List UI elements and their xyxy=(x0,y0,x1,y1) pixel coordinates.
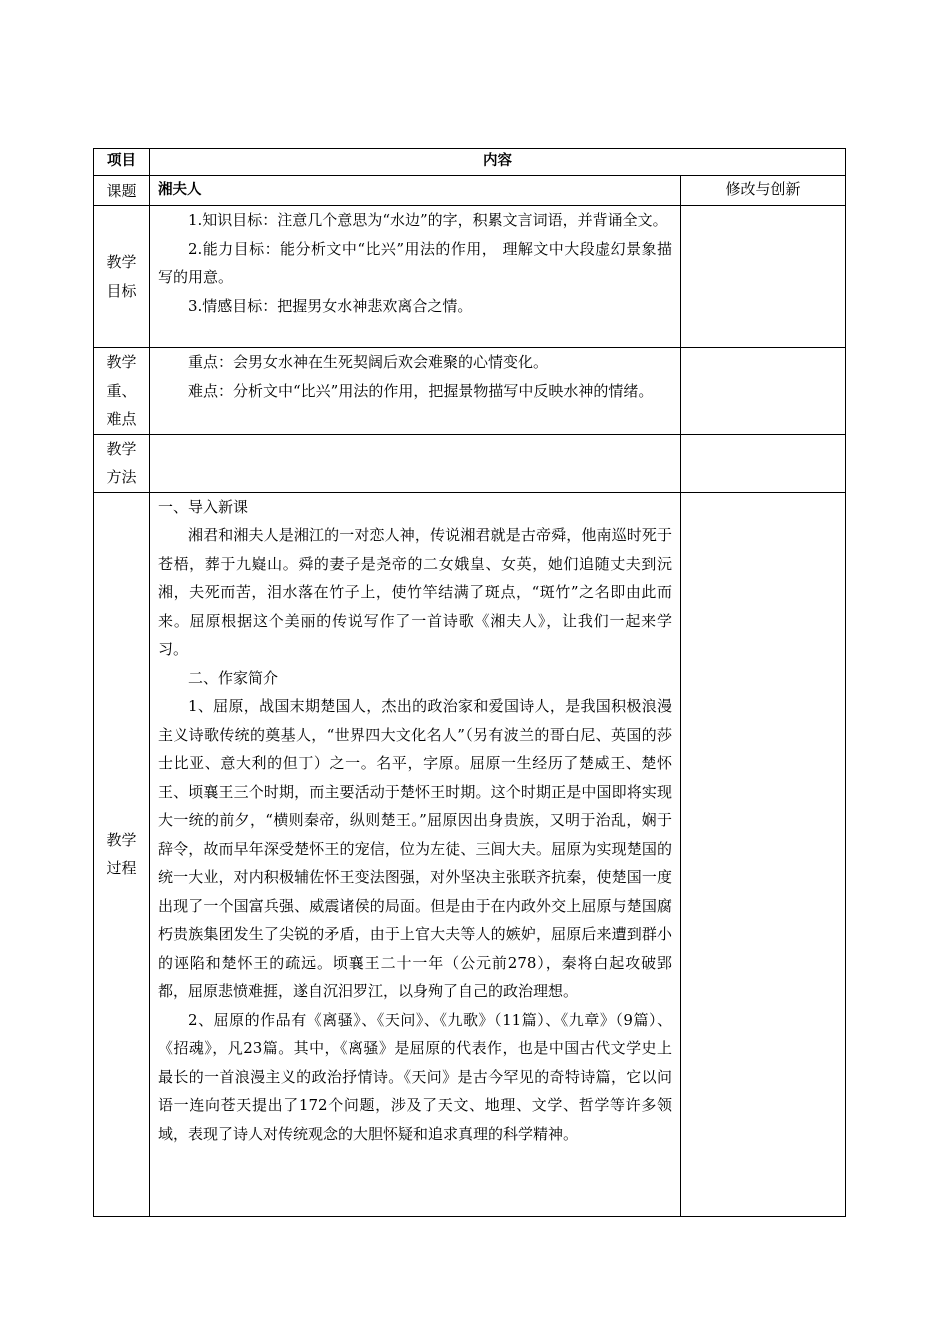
objectives-content xyxy=(150,206,681,348)
process-paragraph: 1、屈原，战国末期楚国人，杰出的政治家和爱国诗人，是我国积极浪漫主义诗歌传统的奠基人，“世界四大文化名人”（另有波兰的哥白尼、英国的莎士比亚、意大利的但丁）之一。名平，字原。屈原一生经历了楚威王、楚怀王、顷襄王三个时期，而主要活动于楚怀王时期。这个时期正是中国即将实现大一统的前夕，“横则秦帝，纵则楚王。”屈原因出身贵族，又明于治乱，娴于辞令，故而早年深受楚怀王的宠信，位为左徒、三闾大夫。屈原为实现楚国的统一大业，对内积极辅佐怀王变法图强，对外坚决主张联齐抗秦，使楚国一度出现了一个国富兵强、威震诸侯的局面。但是由于在内政外交上屈原与楚国腐朽贵族集团发生了尖锐的矛盾，由于上官大夫等人的嫉妒，屈原后来遭到群小的诬陷和楚怀王的疏远。顷襄王二十一年（公元前278），秦将白起攻破郢都，屈原悲愤难捱，遂自沉汨罗江，以身殉了自己的政治理想。 xyxy=(158,697,672,1000)
methods-row xyxy=(94,434,846,492)
objectives-label: 教学目标 xyxy=(106,253,137,300)
process-revision-cell xyxy=(681,492,846,1216)
process-paragraph: 湘君和湘夫人是湘江的一对恋人神，传说湘君就是古帝舜，他南巡时死于苍梧，葬于九嶷山。舜的妻子是尧帝的二女娥皇、女英，她们追随丈夫到沅湘，夫死而苦，泪水落在竹子上，使竹竿结满了斑点，“斑竹”之名即由此而来。屈原根据这个美丽的传说写作了一首诗歌《湘夫人》，让我们一起来学习。 xyxy=(158,526,672,658)
objectives-revision-cell xyxy=(681,206,846,348)
lesson-plan-table xyxy=(93,148,846,1217)
process-label: 教学过程 xyxy=(106,830,137,877)
process-row xyxy=(94,492,846,1216)
objectives-row xyxy=(94,206,846,348)
keypoints-revision-cell xyxy=(681,348,846,435)
keypoints-row xyxy=(94,348,846,435)
topic-label: 课题 xyxy=(94,176,150,206)
objective-item: 3.情感目标：把握男女水神悲欢离合之情。 xyxy=(188,296,473,315)
process-content xyxy=(150,492,681,1216)
methods-revision-cell xyxy=(681,434,846,492)
header-content: 内容 xyxy=(150,149,846,176)
methods-label: 教学方法 xyxy=(106,439,137,486)
objective-item: 2.能力目标：能分析文中“比兴”用法的作用， 理解文中大段虚幻景象描写的用意。 xyxy=(158,239,672,286)
lesson-plan-page xyxy=(93,148,845,1217)
topic-title: 湘夫人 xyxy=(158,182,202,198)
keypoints-label: 教学重、难点 xyxy=(106,353,137,428)
process-heading: 二、作家简介 xyxy=(188,668,279,687)
keypoint-item: 难点：分析文中“比兴”用法的作用，把握景物描写中反映水神的情绪。 xyxy=(188,381,654,400)
process-heading: 一、导入新课 xyxy=(158,497,249,516)
keypoint-item: 重点：会男女水神在生死契阔后欢会难聚的心情变化。 xyxy=(188,353,549,371)
objective-item: 1.知识目标：注意几个意思为“水边”的字，积累文言词语，并背诵全文。 xyxy=(188,211,668,229)
process-paragraph: 2、屈原的作品有《离骚》、《天问》、《九歌》（11篇）、《九章》（9篇）、《招魂》，凡23篇。其中，《离骚》是屈原的代表作，也是中国古代文学史上最长的一首浪漫主义的政治抒情诗。《天问》是古今罕见的奇特诗篇，它以问语一连向苍天提出了172个问题，涉及了天文、地理、文学、哲学等许多领域，表现了诗人对传统观念的大胆怀疑和追求真理的科学精神。 xyxy=(158,1010,672,1143)
header-item: 项目 xyxy=(94,149,150,176)
topic-row xyxy=(94,176,846,206)
methods-content xyxy=(150,434,681,492)
keypoints-content xyxy=(150,348,681,435)
header-row xyxy=(94,149,846,176)
revision-label: 修改与创新 xyxy=(681,176,846,206)
